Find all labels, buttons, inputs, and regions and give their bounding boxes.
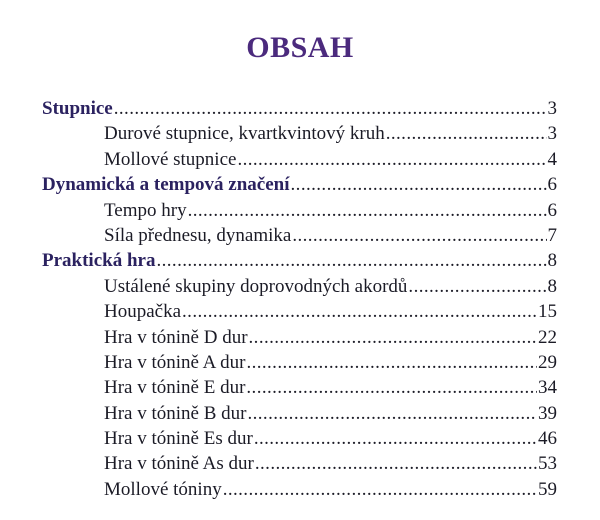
toc-entry-page: 29: [538, 351, 557, 373]
dot-leader: [156, 248, 546, 273]
dot-leader: [247, 401, 537, 426]
toc-entry-label: Praktická hra: [42, 250, 156, 272]
toc-entry-label: Durové stupnice, kvartkvintový kruh: [104, 123, 385, 145]
toc-entry-page: 53: [538, 453, 557, 475]
toc-entry: [42, 350, 557, 375]
dot-leader: [291, 172, 547, 197]
toc-entry: [42, 426, 557, 451]
dot-leader: [254, 426, 537, 451]
toc-entry-label: Hra v tónině D dur: [104, 326, 248, 348]
dot-leader: [255, 451, 537, 476]
toc-entry: [42, 299, 557, 324]
toc-entry: [42, 325, 557, 350]
dot-leader: [386, 121, 547, 146]
toc-entry-label: Hra v tónině E dur: [104, 377, 246, 399]
toc-entry-page: 34: [538, 377, 557, 399]
toc-entry: [42, 223, 557, 248]
dot-leader: [223, 477, 537, 502]
toc-entry-label: Stupnice: [42, 98, 113, 119]
toc-entry-label: Mollové tóniny: [104, 478, 222, 500]
dot-leader: [292, 223, 546, 248]
toc-entry-page: 22: [538, 326, 557, 348]
toc-entry-page: 3: [547, 98, 557, 119]
toc-entry-page: 46: [538, 428, 557, 450]
toc-entry-label: Hra v tónině B dur: [104, 402, 247, 424]
toc-entry: [42, 274, 557, 299]
toc-entry: [42, 451, 557, 476]
dot-leader: [249, 325, 537, 350]
toc-entry-label: Houpačka: [104, 301, 182, 323]
toc-entry: [42, 147, 557, 172]
toc-entry-page: 4: [547, 148, 557, 170]
page-title: OBSAH: [246, 31, 354, 64]
dot-leader: [408, 274, 546, 299]
toc-entry-label: Dynamická a tempová značení: [42, 174, 290, 196]
toc-entry: [42, 375, 557, 400]
toc-entry-label: Síla přednesu, dynamika: [104, 224, 292, 246]
toc-entry-page: 8: [547, 250, 557, 272]
toc-entry: [42, 477, 557, 502]
dot-leader: [237, 147, 546, 172]
toc-entry-page: 59: [538, 478, 557, 500]
dot-leader: [246, 375, 537, 400]
toc-entry-page: 6: [547, 174, 557, 196]
table-of-contents: [42, 96, 557, 502]
toc-entry-page: 7: [547, 224, 557, 246]
toc-entry-page: 39: [538, 402, 557, 424]
toc-entry: [42, 401, 557, 426]
dot-leader: [246, 350, 537, 375]
dot-leader: [188, 198, 547, 223]
toc-entry-label: Hra v tónině As dur: [104, 453, 254, 475]
toc-entry: [42, 96, 557, 121]
toc-entry-page: 8: [547, 275, 557, 297]
toc-entry-label: Hra v tónině A dur: [104, 351, 246, 373]
toc-entry-label: Hra v tónině Es dur: [104, 428, 253, 450]
toc-entry: [42, 172, 557, 197]
dot-leader: [182, 299, 537, 324]
toc-entry-page: 6: [547, 199, 557, 221]
toc-entry: [42, 248, 557, 273]
toc-entry: [42, 198, 557, 223]
toc-entry: [42, 121, 557, 146]
toc-entry-label: Ustálené skupiny doprovodných akordů: [104, 275, 408, 297]
toc-entry-page: 15: [538, 301, 557, 323]
dot-leader: [114, 96, 547, 121]
toc-entry-label: Tempo hry: [104, 199, 187, 221]
toc-entry-page: 3: [547, 123, 557, 145]
toc-entry-label: Mollové stupnice: [104, 148, 237, 170]
